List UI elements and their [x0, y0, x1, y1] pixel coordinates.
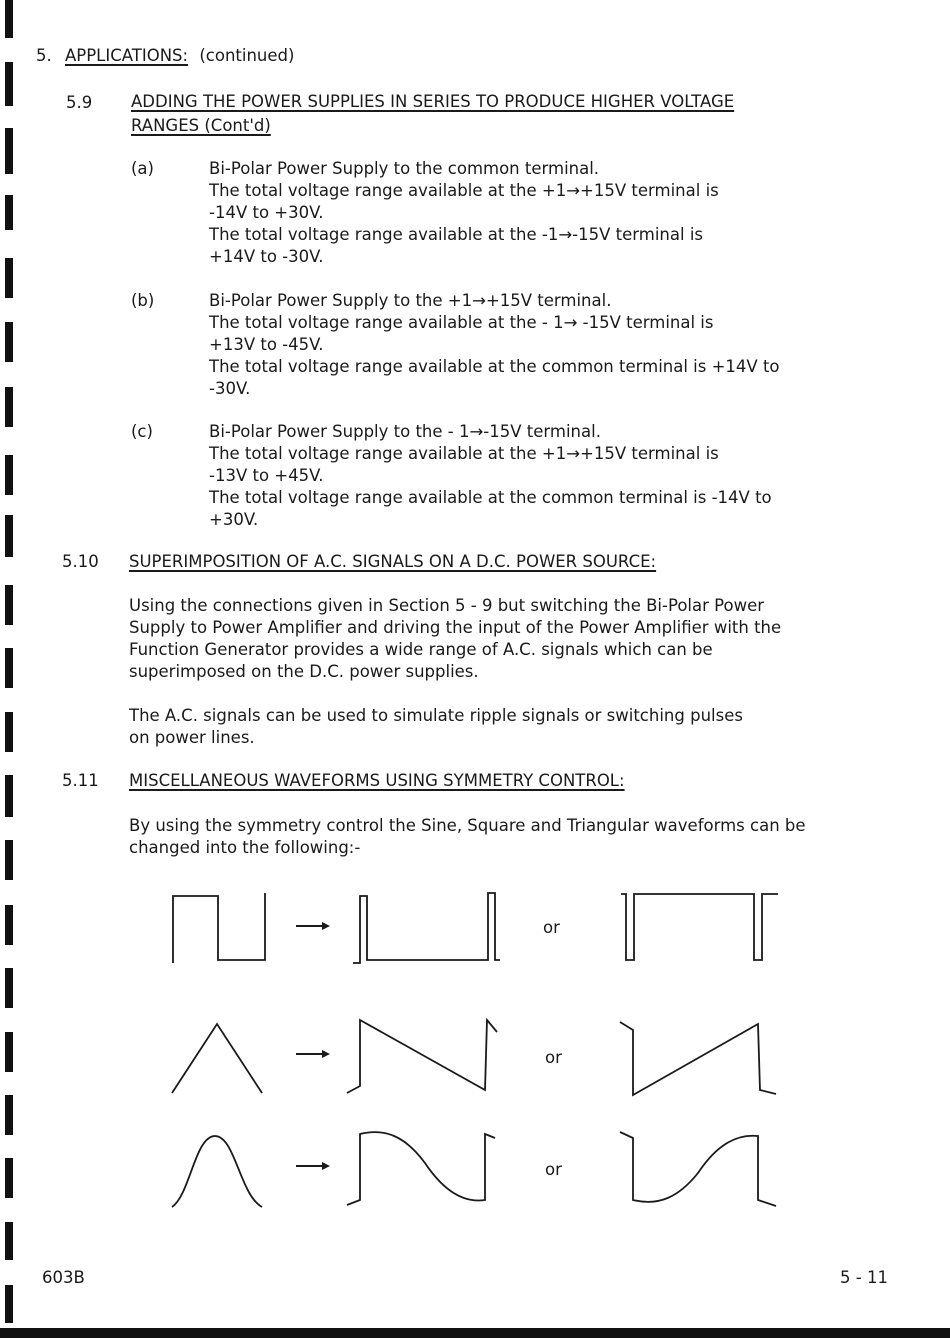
binding-mark — [5, 775, 13, 817]
text-line: superimposed on the D.C. power supplies. — [129, 662, 479, 681]
section-number: 5.10 — [62, 552, 99, 571]
text-line: The A.C. signals can be used to simulate ripple signals or switching pulses — [129, 706, 743, 725]
item-text — [209, 290, 780, 400]
text-line: The total voltage range available at the common terminal is +14V to — [209, 357, 780, 376]
bottom-rule — [0, 1328, 950, 1338]
text-line: Bi-Polar Power Supply to the +1→+15V terminal. — [209, 291, 612, 310]
section-title: SUPERIMPOSITION OF A.C. SIGNALS ON A D.C. POWER SOURCE: — [129, 552, 657, 571]
header-title: APPLICATIONS: — [65, 46, 189, 65]
text-line: +13V to -45V. — [209, 335, 324, 354]
binding-mark — [5, 195, 13, 230]
item-label: (b) — [131, 291, 155, 310]
or-label: or — [545, 1160, 562, 1179]
text-line: -14V to +30V. — [209, 203, 324, 222]
arrow-right-icon — [296, 1165, 326, 1167]
binding-mark — [5, 905, 13, 945]
text-line: The total voltage range available at the - 1→ -15V terminal is — [209, 313, 714, 332]
binding-mark — [5, 712, 13, 752]
binding-mark — [5, 387, 13, 427]
text-line: The total voltage range available at the +1→+15V terminal is — [209, 181, 719, 200]
item-text — [209, 158, 719, 268]
section-number: 5.11 — [62, 771, 99, 790]
text-line: +30V. — [209, 510, 259, 529]
text-line: on power lines. — [129, 728, 255, 747]
text-line: Bi-Polar Power Supply to the common terminal. — [209, 159, 600, 178]
binding-mark — [5, 1095, 13, 1135]
paragraph — [129, 815, 806, 859]
binding-mark — [5, 585, 13, 625]
text-line: -13V to +45V. — [209, 466, 324, 485]
square-wave-narrow-low-icon — [618, 888, 788, 963]
arrow-right-icon — [296, 1053, 326, 1055]
sine-wave-icon — [170, 1130, 270, 1210]
binding-mark — [5, 258, 13, 298]
text-line: Using the connections given in Section 5 - 9 but switching the Bi-Polar Power — [129, 596, 765, 615]
footer-page-number: 5 - 11 — [840, 1268, 888, 1287]
arrow-right-icon — [296, 925, 326, 927]
binding-mark — [5, 968, 13, 1008]
text-line: changed into the following:- — [129, 838, 361, 857]
page-header — [36, 46, 294, 65]
section-number: 5.9 — [66, 93, 93, 112]
binding-mark — [5, 1032, 13, 1072]
item-label: (c) — [131, 422, 153, 441]
sawtooth-rising-icon — [618, 1018, 788, 1098]
text-line: Supply to Power Amplifier and driving the input of the Power Amplifier with the — [129, 618, 782, 637]
text-line: Bi-Polar Power Supply to the - 1→-15V terminal. — [209, 422, 601, 441]
sawtooth-falling-icon — [345, 1016, 515, 1096]
square-wave-narrow-high-icon — [350, 890, 505, 965]
text-line: -30V. — [209, 379, 251, 398]
binding-mark — [5, 322, 13, 362]
binding-mark — [5, 0, 13, 38]
header-suffix: (continued) — [199, 46, 295, 65]
header-number: 5. — [36, 46, 52, 65]
triangle-wave-icon — [170, 1020, 270, 1095]
item-label: (a) — [131, 159, 154, 178]
text-line: Function Generator provides a wide range of A.C. signals which can be — [129, 640, 713, 659]
text-line: By using the symmetry control the Sine, Square and Triangular waveforms can be — [129, 816, 806, 835]
binding-mark — [5, 1158, 13, 1198]
square-wave-icon — [170, 890, 270, 965]
binding-mark — [5, 840, 13, 880]
sine-skewed-falling-icon — [345, 1128, 515, 1208]
text-line: The total voltage range available at the -1→-15V terminal is — [209, 225, 704, 244]
text-line: +14V to -30V. — [209, 247, 324, 266]
item-text — [209, 421, 772, 531]
binding-mark — [5, 648, 13, 688]
binding-mark — [5, 62, 13, 106]
section-title-line: RANGES (Cont'd) — [131, 116, 271, 135]
section-title-line: ADDING THE POWER SUPPLIES IN SERIES TO PRODUCE HIGHER VOLTAGE — [131, 92, 735, 111]
section-title — [131, 91, 734, 137]
sine-skewed-rising-icon — [618, 1128, 788, 1208]
or-label: or — [545, 1048, 562, 1067]
paragraph — [129, 595, 781, 683]
binding-mark — [5, 455, 13, 495]
binding-mark — [5, 128, 13, 174]
footer-model: 603B — [42, 1268, 85, 1287]
binding-mark — [5, 1285, 13, 1323]
section-title: MISCELLANEOUS WAVEFORMS USING SYMMETRY CONTROL: — [129, 771, 625, 790]
paragraph — [129, 705, 743, 749]
binding-mark — [5, 1222, 13, 1260]
binding-mark — [5, 515, 13, 557]
or-label: or — [543, 918, 560, 937]
text-line: The total voltage range available at the +1→+15V terminal is — [209, 444, 719, 463]
text-line: The total voltage range available at the common terminal is -14V to — [209, 488, 772, 507]
